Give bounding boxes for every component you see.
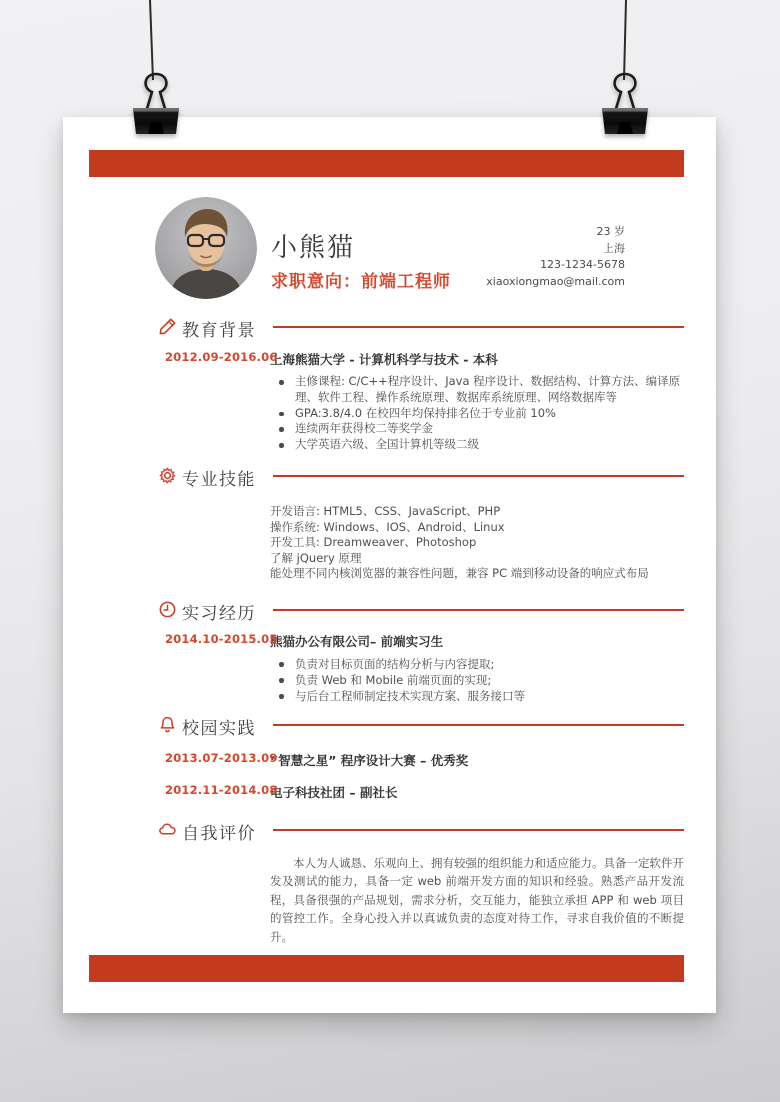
campus-item <box>63 751 716 767</box>
section-rule <box>273 609 684 611</box>
section-internship <box>63 599 716 704</box>
hanging-strings <box>0 0 780 100</box>
section-title: 校园实践 <box>182 719 256 739</box>
skill-line: 开发工具: Dreamweaver、Photoshop <box>270 535 477 550</box>
top-accent-bar <box>89 150 684 177</box>
section-rule <box>273 326 684 328</box>
clock-icon <box>158 600 177 619</box>
education-date: 2012.09-2016.06 <box>165 350 278 364</box>
job-intent: 求职意向：前端工程师 <box>271 272 451 292</box>
education-heading: 上海熊猫大学 - 计算机科学与技术 - 本科 <box>270 352 498 367</box>
skill-line: 能处理不同内核浏览器的兼容性问题，兼容 PC 端到移动设备的响应式布局 <box>270 566 649 581</box>
contact-age: 23 岁 <box>596 225 625 238</box>
internship-date: 2014.10-2015.05 <box>165 632 278 646</box>
section-rule <box>273 724 684 726</box>
section-self-header <box>63 819 716 843</box>
internship-heading: 熊猫办公有限公司– 前端实习生 <box>270 634 444 649</box>
campus-item <box>63 783 716 799</box>
contact-phone: 123-1234-5678 <box>540 258 625 271</box>
section-title: 教育背景 <box>182 321 256 341</box>
list-item: 主修课程: C/C++程序设计、Java 程序设计、数据结构、计算方法、编译原理、软件工程、操作系统原理、数据库系统原理、网络数据库等 <box>270 374 684 406</box>
section-title: 自我评价 <box>182 824 256 844</box>
list-item: 负责对目标页面的结构分析与内容提取; <box>270 656 684 672</box>
avatar <box>155 197 257 299</box>
resume-page <box>63 117 716 1013</box>
education-bullet-list <box>270 374 684 453</box>
portrait-photo-icon <box>155 197 257 299</box>
contact-block <box>425 224 625 290</box>
section-education <box>63 316 716 453</box>
skill-line: 开发语言: HTML5、CSS、JavaScript、PHP <box>270 504 501 518</box>
contact-city: 上海 <box>603 241 625 255</box>
binder-clip-icon <box>128 68 184 140</box>
campus-text: 电子科技社团 – 副社长 <box>270 785 398 800</box>
self-evaluation-paragraph: 本人为人诚恳、乐观向上、拥有较强的组织能力和适应能力。具备一定软件开发及测试的能力，具备一定 web 前端开发方面的知识和经验。熟悉产品开发流程，具备很强的产品规划，需求分析，交互能力，能独立承担 APP 和 web 项目的管控工作。全身心投入并以真诚负责的态度对待工作，寻求自我价值的不断提升。 <box>270 856 684 944</box>
section-title: 实习经历 <box>182 604 256 624</box>
binder-clip-icon <box>597 68 653 140</box>
gear-icon <box>158 466 177 485</box>
campus-text: “智慧之星” 程序设计大赛 – 优秀奖 <box>270 753 469 768</box>
list-item: 与后台工程师制定技术实现方案、服务接口等 <box>270 688 684 704</box>
candidate-name: 小熊猫 <box>271 233 356 263</box>
bell-icon <box>158 715 177 734</box>
section-campus <box>63 714 716 799</box>
bottom-accent-bar <box>89 955 684 982</box>
section-education-header <box>63 316 716 340</box>
list-item: GPA:3.8/4.0 在校四年均保持排名位于专业前 10% <box>270 406 684 422</box>
section-rule <box>273 829 684 831</box>
list-item: 连续两年获得校二等奖学金 <box>270 421 684 437</box>
section-self-evaluation <box>63 819 716 946</box>
section-skills <box>63 465 716 582</box>
internship-bullet-list <box>270 656 684 704</box>
pencil-icon <box>158 317 177 336</box>
section-skills-header <box>63 465 716 489</box>
campus-date: 2012.11-2014.08 <box>165 783 278 797</box>
section-campus-header <box>63 714 716 738</box>
section-title: 专业技能 <box>182 470 256 490</box>
cloud-icon <box>158 820 177 839</box>
section-rule <box>273 475 684 477</box>
list-item: 负责 Web 和 Mobile 前端页面的实现; <box>270 672 684 688</box>
skill-line: 了解 jQuery 原理 <box>270 550 362 565</box>
section-internship-header <box>63 599 716 623</box>
list-item: 大学英语六级、全国计算机等级二级 <box>270 437 684 453</box>
skills-lines <box>270 504 684 582</box>
campus-date: 2013.07-2013.09 <box>165 751 278 765</box>
skill-line: 操作系统: Windows、IOS、Android、Linux <box>270 519 505 534</box>
contact-email: xiaoxiongmao@mail.com <box>486 274 625 288</box>
